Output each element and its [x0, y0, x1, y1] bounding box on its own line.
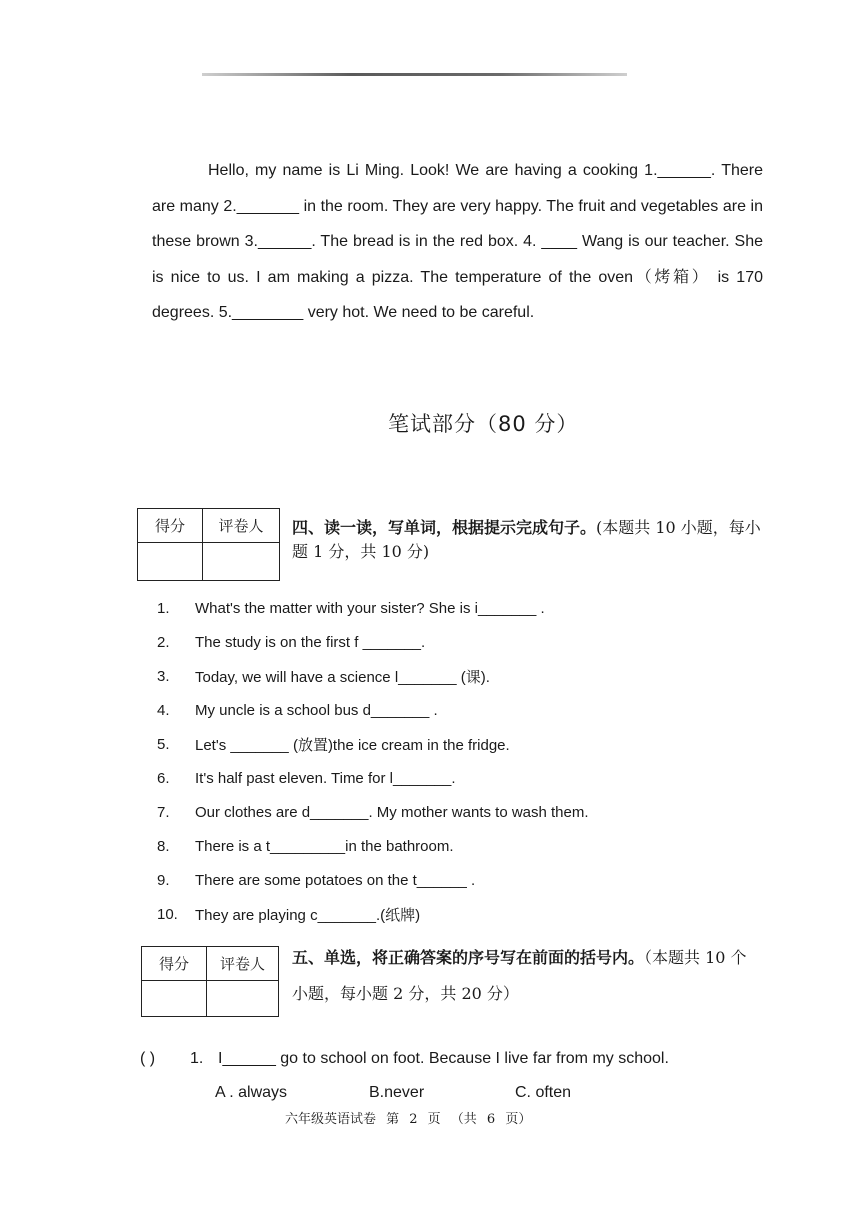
part4-heading: [292, 516, 762, 564]
passage-text: Hello, my name is Li Ming. Look! We are having a cooking 1.______. There are many 2._______ in the room. They are very happy. The fruit and vegetables are in these brown 3.______. The bread is in the red box. 4. ____ Wang is our teacher. She is nice to us. I am making a pizza. The temperature of the oven（烤箱） is 170 degrees. 5.________ very hot. We need to be careful.: [152, 162, 763, 321]
reviewer-label: 评卷人: [203, 509, 280, 543]
list-item: [157, 761, 717, 795]
top-rule: [202, 73, 627, 76]
list-item: [157, 693, 717, 727]
score-label: 得分: [142, 947, 207, 981]
question-text: There is a t_________in the bathroom.: [195, 837, 454, 855]
question-text: Let's _______ (放置)the ice cream in the fridge.: [195, 736, 510, 754]
question-number: 1.: [190, 1050, 204, 1067]
question-number: 8.: [157, 837, 170, 855]
list-item: [157, 727, 717, 761]
part4-title: 四、读一读，写单词，根据提示完成句子。: [292, 518, 597, 537]
part4-question-list: [157, 591, 717, 931]
question-number: 5.: [157, 735, 170, 753]
part4-note: (本题共 10 小题，每小题 1 分，共 10 分): [292, 518, 761, 561]
score-label: 得分: [138, 509, 203, 543]
question-number: 6.: [157, 769, 170, 787]
list-item: [157, 625, 717, 659]
reviewer-label: 评卷人: [207, 947, 279, 981]
list-item: [157, 897, 717, 931]
question-text: My uncle is a school bus d_______ .: [195, 701, 438, 719]
mc-options: [215, 1084, 635, 1102]
question-text: The study is on the first f _______.: [195, 633, 426, 651]
option-c: C. often: [515, 1084, 572, 1101]
question-number: 7.: [157, 803, 170, 821]
list-item: [157, 829, 717, 863]
list-item: [157, 795, 717, 829]
question-number: 4.: [157, 701, 170, 719]
score-cell: [138, 543, 203, 581]
question-number: 3.: [157, 667, 170, 685]
question-text: They are playing c_______.(纸牌): [195, 906, 421, 924]
page-footer: 六年级英语试卷 第 2 页 （共 6 页）: [285, 1112, 532, 1127]
question-text: There are some potatoes on the t______ .: [195, 871, 476, 889]
question-text: What's the matter with your sister? She is i_______ .: [195, 599, 545, 617]
score-box-part5: [141, 946, 279, 1017]
question-number: 2.: [157, 633, 170, 651]
list-item: [157, 863, 717, 897]
question-number: 1.: [157, 599, 170, 617]
mc-question-1: [140, 1050, 760, 1068]
part5-title: 五、单选，将正确答案的序号写在前面的括号内。: [292, 948, 645, 967]
answer-paren: ( ): [140, 1050, 156, 1067]
part5-heading: [292, 940, 762, 1012]
question-text: I______ go to school on foot. Because I live far from my school.: [218, 1050, 669, 1067]
cloze-passage: [152, 153, 763, 331]
score-box-part4: [137, 508, 280, 581]
reviewer-cell: [207, 981, 279, 1017]
question-text: It's half past eleven. Time for l_______.: [195, 769, 456, 787]
question-text: Our clothes are d_______. My mother wants to wash them.: [195, 803, 589, 821]
score-cell: [142, 981, 207, 1017]
option-a: A . always: [215, 1084, 288, 1101]
section-title: 笔试部分（80 分）: [388, 412, 579, 436]
question-number: 9.: [157, 871, 170, 889]
list-item: [157, 659, 717, 693]
part5-note: （本题共 10 个小题，每小题 2 分，共 20 分）: [292, 948, 747, 1003]
list-item: [157, 591, 717, 625]
reviewer-cell: [203, 543, 280, 581]
question-number: 10.: [157, 905, 178, 923]
question-text: Today, we will have a science l_______ (课).: [195, 668, 490, 686]
option-b: B.never: [369, 1084, 425, 1101]
